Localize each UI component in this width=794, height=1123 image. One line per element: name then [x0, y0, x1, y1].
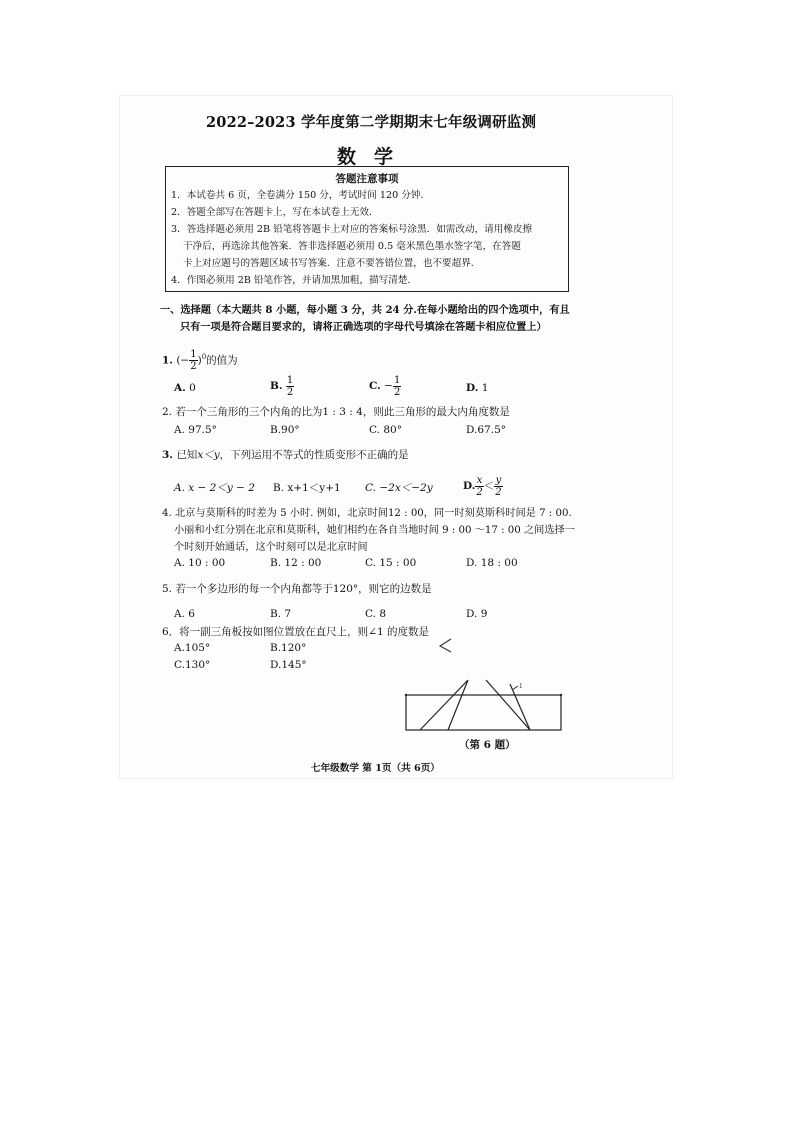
- q4-option-b: B. 12 : 00: [270, 557, 322, 569]
- question-4-line-1: 4. 北京与莫斯科的时差为 5 小时. 例如，北京时间12 : 00，同一时刻莫斯科时间是 7 : 00.: [162, 508, 572, 519]
- notice-box: [165, 166, 569, 292]
- q1-option-b: B. $\frac{1}{2}$: [270, 374, 294, 398]
- q6-option-d: D.145°: [270, 659, 307, 671]
- notice-item-3-cont-1: 干净后，再选涂其他答案．答非选择题必须用 0.5 毫米黑色墨水签字笔，在答题: [183, 241, 521, 252]
- question-2: 2. 若一个三角形的三个内角的比为1 : 3 : 4，则此三角形的最大内角度数是: [162, 406, 510, 418]
- ruler: [406, 695, 561, 730]
- q3-option-c: C. −2x＜−2y: [365, 482, 433, 494]
- handwritten-mark: [436, 636, 456, 656]
- notice-item-1: 1．本试卷共 6 页，全卷满分 150 分，考试时间 120 分钟．: [171, 190, 431, 201]
- notice-item-3-cont-2: 卡上对应题号的答题区域书写答案．注意不要答错位置，也不要超界．: [183, 258, 481, 269]
- notice-item-4: 4．作图必须用 2B 铅笔作答，并请加黑加粗，描写清楚．: [171, 275, 418, 286]
- q5-option-b: B. 7: [270, 608, 292, 620]
- q4-option-c: C. 15 : 00: [365, 557, 417, 569]
- figure-6-caption: （第 6 题）: [459, 739, 516, 751]
- notice-title: 答题注意事项: [335, 173, 399, 185]
- question-5: 5. 若一个多边形的每一个内角都等于120°，则它的边数是: [162, 583, 432, 595]
- angle-1-label: 1: [519, 682, 523, 690]
- q6-option-b: B.120°: [270, 642, 307, 654]
- exam-title: 2022–2023 学年度第二学期期末七年级调研监测: [206, 114, 537, 131]
- notice-item-2: 2．答题全部写在答题卡上，写在本试卷上无效．: [171, 207, 379, 218]
- page-footer: 七年级数学 第 1页（共 6页）: [311, 763, 440, 774]
- question-6: 6．将一副三角板按如图位置放在直尺上，则∠1 的度数是: [162, 626, 429, 638]
- q5-option-c: C. 8: [365, 608, 387, 620]
- question-1: 1. (− $\frac{1}{2}$ )$^0$的值为: [162, 349, 238, 372]
- q2-option-b: B.90°: [270, 424, 300, 436]
- q5-option-a: A. 6: [174, 608, 195, 620]
- q2-option-a: A. 97.5°: [174, 424, 217, 436]
- set-square-left: [420, 680, 468, 730]
- q1-option-c: C. − $\frac{1}{2}$: [369, 374, 401, 398]
- q2-option-d: D.67.5°: [466, 424, 507, 436]
- q3-option-a: A. x − 2＜y − 2: [174, 482, 255, 494]
- q6-figure: [398, 676, 570, 734]
- question-4-line-2: 小丽和小红分别在北京和莫斯科，她们相约在各自当地时间 9 : 00 ～17 : 00 之间选择一: [174, 525, 575, 536]
- q6-option-c: C.130°: [174, 659, 211, 671]
- q1-option-d: D. 1: [466, 382, 489, 394]
- q4-option-a: A. 10 : 00: [174, 557, 226, 569]
- q1-option-a: A. 0: [174, 382, 196, 394]
- q6-option-a: A.105°: [174, 642, 211, 654]
- subject-title: 数学: [337, 146, 412, 168]
- set-square-right: [486, 680, 530, 730]
- notice-item-3: 3．答选择题必须用 2B 铅笔将答题卡上对应的答案标号涂黑．如需改动，请用橡皮擦: [171, 224, 533, 235]
- q3-option-d: D. $\frac{x}{2}$ ＜ $\frac{y}{2}$: [463, 474, 502, 498]
- section-heading-line-2: 只有一项是符合题目要求的，请将正确选项的字母代号填涂在答题卡相应位置上）: [180, 321, 547, 333]
- question-3: 3. 已知x＜y，下列运用不等式的性质变形不正确的是: [162, 449, 409, 461]
- question-4-line-3: 个时刻开始通话，这个时刻可以是北京时间: [174, 542, 368, 553]
- q2-option-c: C. 80°: [369, 424, 402, 436]
- q5-option-d: D. 9: [466, 608, 488, 620]
- section-heading-line-1: 一、选择题（本大题共 8 小题，每小题 3 分，共 24 分.在每小题给出的四个选项中，有且: [160, 304, 570, 316]
- q3-option-b: B. x+1＜y+1: [273, 482, 341, 494]
- q4-option-d: D. 18 : 00: [466, 557, 518, 569]
